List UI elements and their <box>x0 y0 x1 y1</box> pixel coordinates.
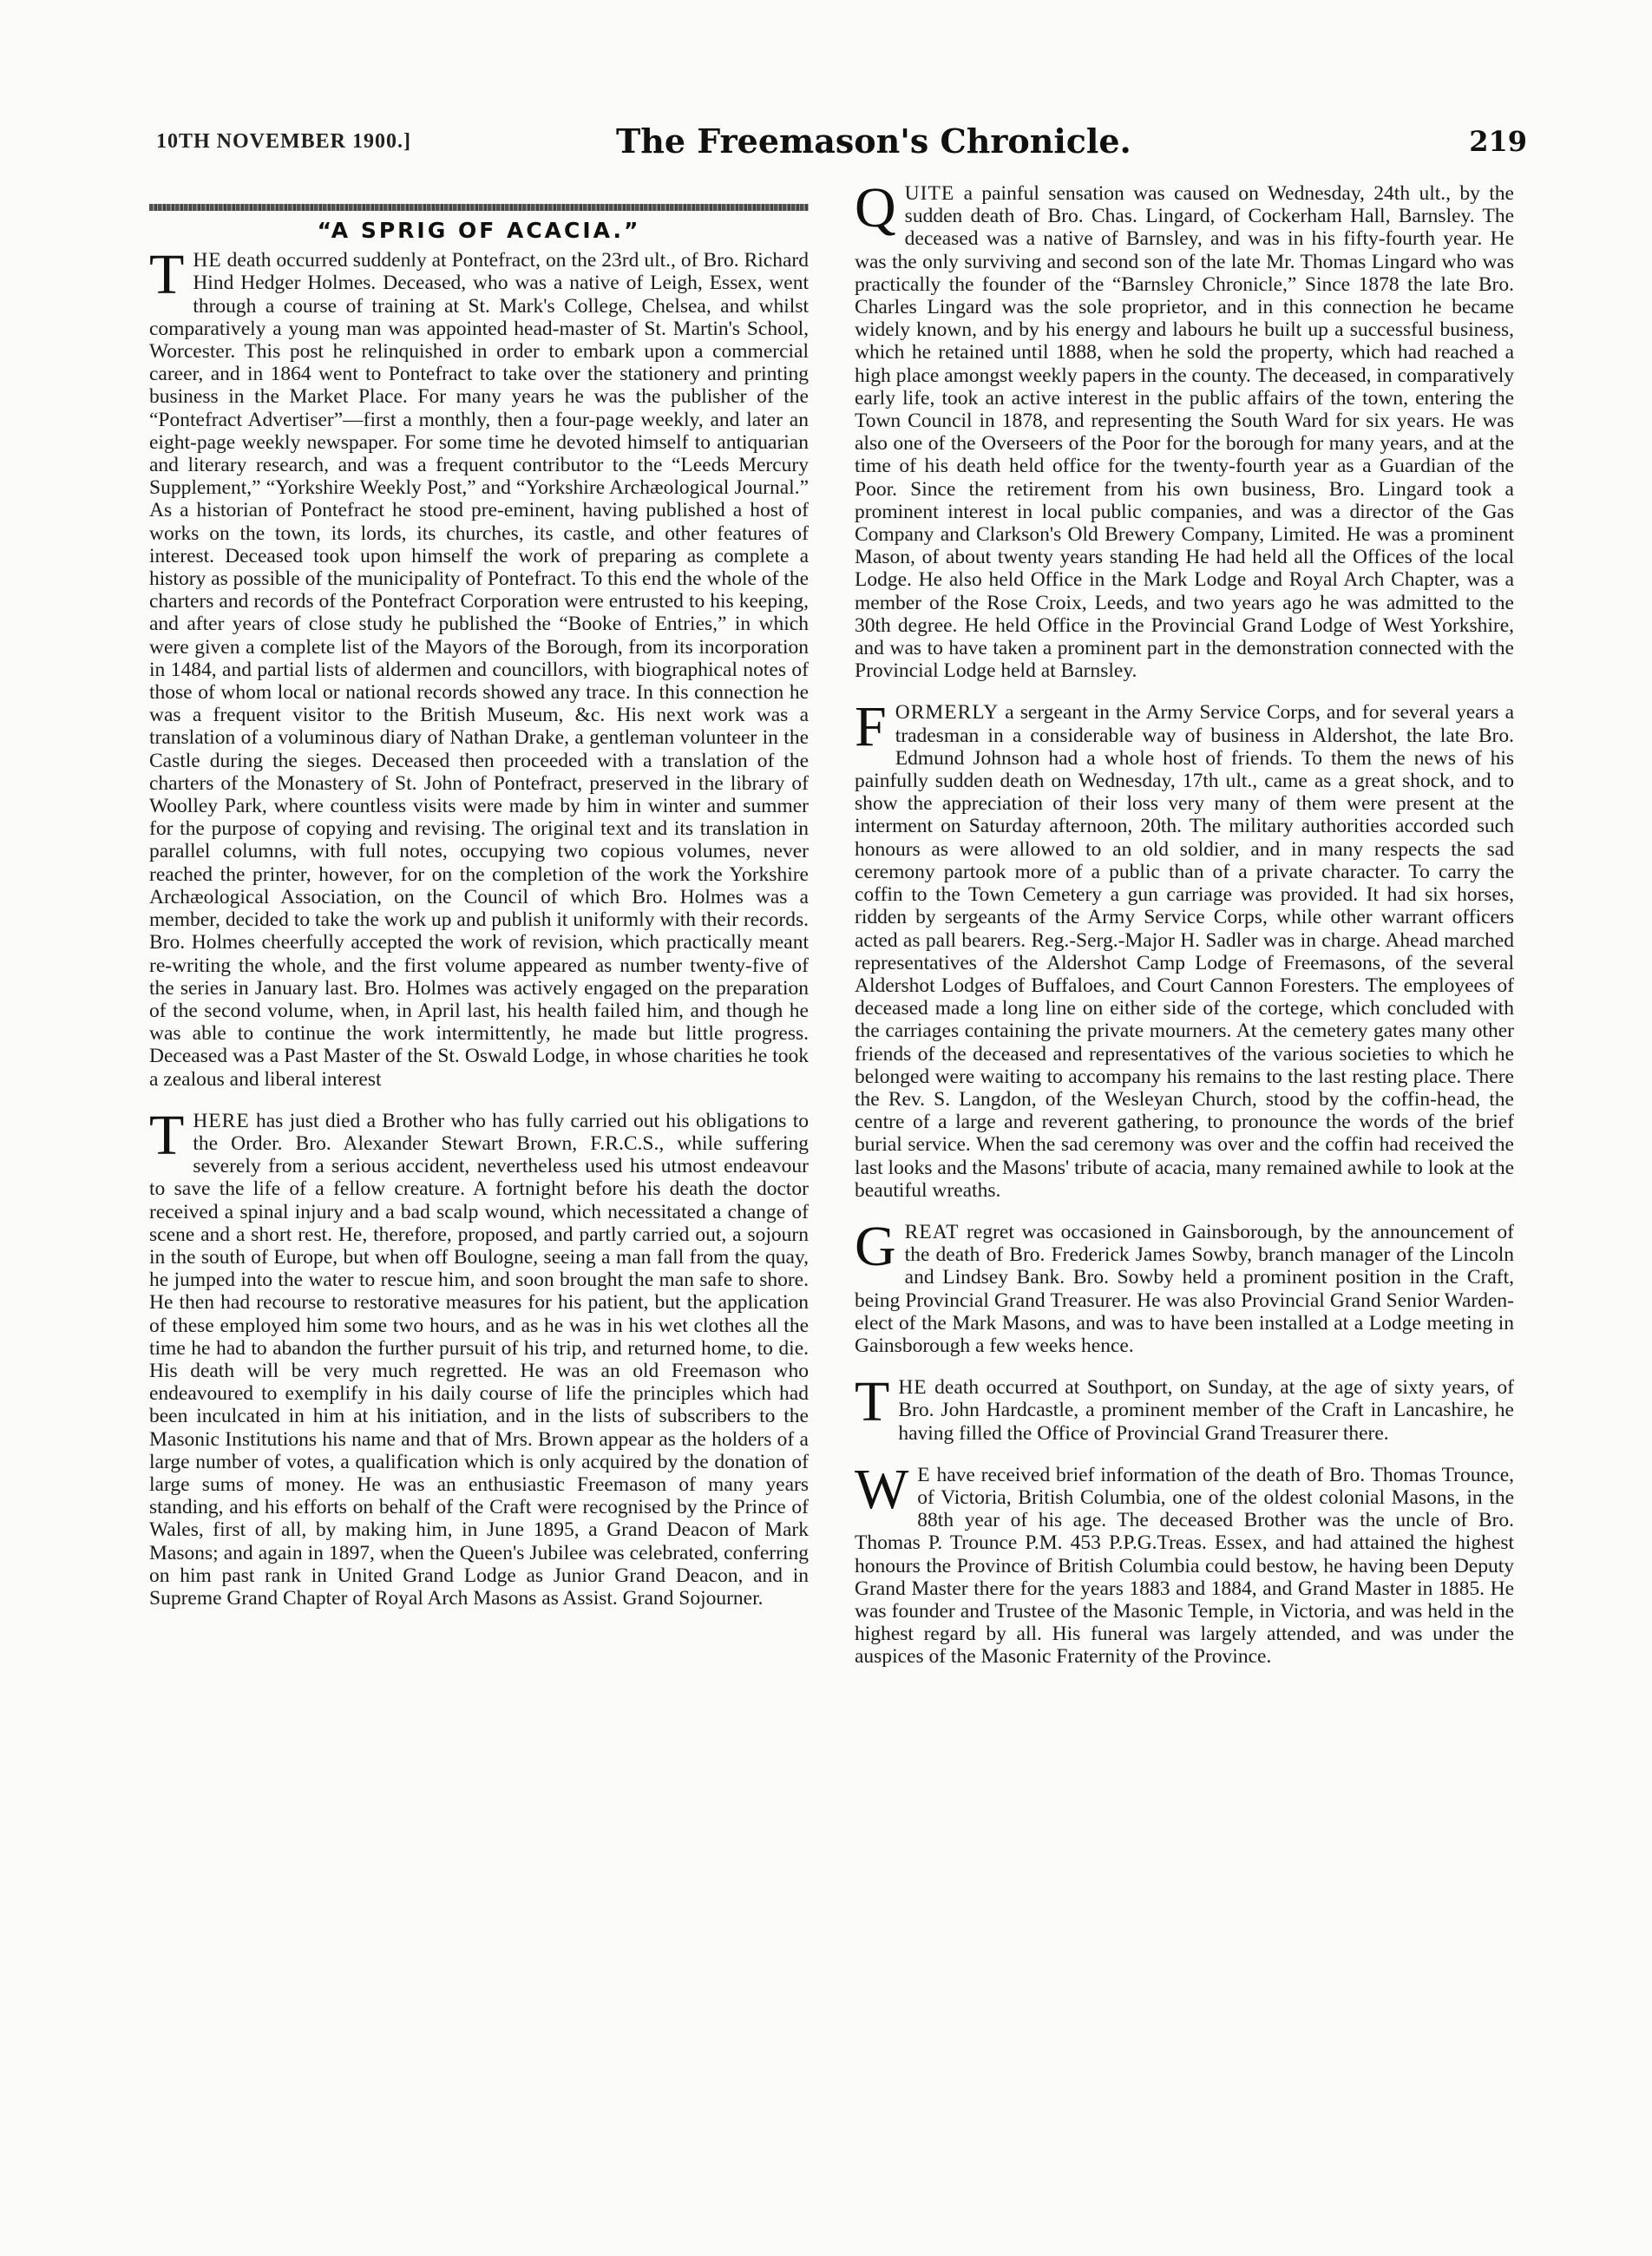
page-header <box>156 121 1527 161</box>
drop-cap: T <box>855 1370 890 1434</box>
page-number: 219 <box>1469 125 1527 158</box>
obituary-article <box>855 1370 1514 1445</box>
obituary-article <box>149 243 809 1091</box>
drop-cap: Q <box>855 176 896 239</box>
drop-cap: W <box>855 1457 909 1521</box>
left-column <box>149 195 809 1629</box>
drop-cap: G <box>855 1214 896 1278</box>
drop-cap: T <box>149 1103 185 1167</box>
article-body <box>855 1370 1514 1445</box>
article-body <box>855 1457 1514 1669</box>
obituary-article <box>855 695 1514 1202</box>
article-text: regret was occasioned in Gainsborough, by the announcement of the death of Bro. Frederick James Sowby, branch manager of the Lincoln and Lindsey Bank. Bro. Sowby held a prominent position in the Craft, being Provincial Grand Treasurer. He was also Provincial Grand Senior Warden-elect of the Mark Masons, and was to have been installed at a Lodge meeting in Gainsborough a few weeks hence. <box>855 1220 1514 1357</box>
issue-date: 10TH NOVEMBER 1900.] <box>156 130 412 153</box>
article-body <box>149 1103 809 1610</box>
publication-title: The Freemason's Chronicle. <box>616 121 1131 161</box>
obituary-article <box>149 1103 809 1610</box>
lead-caps: ORMERLY <box>895 701 1000 725</box>
article-text: death occurred at Southport, on Sunday, at the age of sixty years, of Bro. John Hardcastle, a prominent member of the Craft in Lancashire, he having filled the Office of Provincial Grand Treasurer there. <box>898 1376 1514 1445</box>
lead-caps: HE <box>193 249 222 272</box>
article-text: a sergeant in the Army Service Corps, and for several years a tradesman in a considerable way of business in Aldershot, the late Bro. Edmund Johnson had a whole host of friends. To them the news of his painfully sudden death on Wednesday, 17th ult., came as a great shock, and to show the appreciation of their loss very many of them were present at the interment on Saturday afternoon, 20th. The military authorities accorded such honours as were allowed to an old soldier, and in many respects the sad ceremony partook more of a public than of a private character. To carry the coffin to the Town Cemetery a gun carriage was provided. It had six horses, ridden by sergeants of the Army Service Corps, while other warrant officers acted as pall bearers. Reg.-Serg.-Major H. Sadler was in charge. Ahead marched representatives of the Aldershot Camp Lodge of Freemasons, of the several Aldershot Lodges of Buffaloes, and Court Cannon Foresters. The employees of deceased made a long line on either side of the cortege, which concluded with the carriages containing the private mourners. At the cemetery gates many other friends of the deceased and representatives of the various societies to which he belonged were waiting to accompany his remains to the last resting place. There the Rev. S. Langdon, of the Wesleyan Church, stood by the coffin-head, the centre of a large and reverent gathering, to pronounce the words of the brief burial service. When the sad ceremony was over and the coffin had received the last looks and the Masons' tribute of acacia, many remained awhile to look at the beautiful wreaths. <box>855 701 1514 1202</box>
article-body <box>855 695 1514 1202</box>
lead-caps: HERE <box>193 1109 250 1132</box>
right-column <box>855 176 1514 1688</box>
lead-caps: UITE <box>904 182 955 205</box>
section-heading: “A SPRIG OF ACACIA.” <box>317 218 641 243</box>
obituary-article <box>855 176 1514 683</box>
article-text: has just died a Brother who has fully carried out his obligations to the Order. Bro. Alexander Stewart Brown, F.R.C.S., while suffering severely from a serious accident, nevertheless used his utmost endeavour to save the life of a fellow creature. A fortnight before his death the doctor received a spinal injury and a bad scalp wound, which necessitated a change of scene and a short rest. He, therefore, proposed, and partly carried out, a sojourn in the south of Europe, but when off Boulogne, seeing a man fall from the quay, he jumped into the water to rescue him, and soon brought the man safe to shore. He then had recourse to restorative measures for his patient, but the application of these employed him some two hours, and as he was in his wet clothes all the time he had to abandon the further pursuit of his trip, and returned home, to die. His death will be very much regretted. He was an old Freemason who endeavoured to exemplify in his daily course of life the principles which had been inculcated in him at his initiation, and in the lists of subscribers to the Masonic Institutions his name and that of Mrs. Brown appear as the holders of a large number of votes, a qualification which is only acquired by the donation of large sums of money. He was an enthusiastic Freemason of many years standing, and his efforts on behalf of the Craft were recognised by the Prince of Wales, first of all, by making him, in June 1895, a Grand Deacon of Mark Masons; and again in 1897, when the Queen's Jubilee was celebrated, conferring on him past rank in United Grand Lodge as Junior Grand Deacon, and in Supreme Grand Chapter of Royal Arch Masons as Assist. Grand Sojourner. <box>149 1109 809 1610</box>
article-body <box>149 243 809 1091</box>
lead-caps: HE <box>898 1376 928 1400</box>
obituary-article <box>855 1457 1514 1669</box>
drop-cap: F <box>855 695 887 759</box>
lead-caps: REAT <box>904 1220 960 1243</box>
article-text: have received brief information of the death of Bro. Thomas Trounce, of Victoria, British Columbia, one of the oldest colonial Masons, in the 88th year of his age. The deceased Brother was the uncle of Bro. Thomas P. Trounce P.M. 453 P.P.G.Treas. Essex, and had attained the highest honours the Province of British Columbia could bestow, he having been Deputy Grand Master there for the years 1883 and 1884, and Grand Master in 1885. He was founder and Trustee of the Masonic Temple, in Victoria, and was held in the highest regard by all. His funeral was largely attended, and was under the auspices of the Masonic Fraternity of the Province. <box>855 1463 1514 1669</box>
article-text: death occurred suddenly at Pontefract, on the 23rd ult., of Bro. Richard Hind Hedger Holmes. Deceased, who was a native of Leigh, Essex, went through a course of training at St. Mark's College, Chelsea, and whilst comparatively a young man was appointed head-master of St. Martin's School, Worcester. This post he relinquished in order to embark upon a commercial career, and in 1864 went to Pontefract to take over the stationery and printing business in the Market Place. For many years he was the publisher of the “Pontefract Advertiser”—first a monthly, then a four-page weekly, and later an eight-page weekly newspaper. For some time he devoted himself to antiquarian and literary research, and was a frequent contributor to the “Leeds Mercury Supplement,” “Yorkshire Weekly Post,” and “Yorkshire Archæological Journal.” As a historian of Pontefract he stood pre-eminent, having published a host of works on the town, its lords, its churches, its castle, and other features of interest. Deceased took upon himself the work of preparing as complete a history as possible of the municipality of Pontefract. To this end the whole of the charters and records of the Pontefract Corporation were entrusted to his keeping, and after years of close study he published the “Booke of Entries,” in which were given a complete list of the Mayors of the Borough, from its incorporation in 1484, and partial lists of aldermen and councillors, with biographical notes of those of whom local or national records showed any trace. In this connection he was a frequent visitor to the British Museum, &c. His next work was a translation of a voluminous diary of Nathan Drake, a gentleman volunteer in the Castle during the sieges. Deceased then proceeded with a translation of the charters of the Monastery of St. John of Pontefract, preserved in the library of Woolley Park, where countless visits were made by him in winter and summer for the purpose of copying and revising. The original text and its translation in parallel columns, with full notes, occupying two copious volumes, never reached the printer, however, for on the completion of the work the Yorkshire Archæological Association, on the Council of which Bro. Holmes was a member, decided to take the work up and publish it uniformly with their records. Bro. Holmes cheerfully accepted the work of revision, which practically meant re-writing the whole, and the first volume appeared as number twenty-five of the series in January last. Bro. Holmes was actively engaged on the preparation of the second volume, when, in April last, his health failed him, and though he was able to continue the work intermittently, he made but little progress. Deceased was a Past Master of the St. Oswald Lodge, in whose charities he took a zealous and liberal interest <box>149 249 809 1091</box>
lead-caps: E <box>917 1463 931 1486</box>
article-body <box>855 176 1514 683</box>
article-text: a painful sensation was caused on Wednesday, 24th ult., by the sudden death of Bro. Chas. Lingard, of Cockerham Hall, Barnsley. The deceased was a native of Barnsley, and was in his fifty-fourth year. He was the only surviving and second son of the late Mr. Thomas Lingard who was practically the founder of the “Barnsley Chronicle,” Since 1878 the late Bro. Charles Lingard was the sole proprietor, and in this connection he became widely known, and by his energy and labours he built up a successful business, which he retained until 1888, when he sold the property, which had reached a high place amongst weekly papers in the county. The deceased, in comparatively early life, took an active interest in the public affairs of the town, entering the Town Council in 1878, and representing the South Ward for six years. He was also one of the Overseers of the Poor for the borough for many years, and at the time of his death held office for the twenty-fourth year as a Guardian of the Poor. Since the retirement from his own business, Bro. Lingard took a prominent interest in local public companies, and was a director of the Gas Company and Clarkson's Old Brewery Company, Limited. He was a prominent Mason, of about twenty years standing He had held all the Offices of the local Lodge. He also held Office in the Mark Lodge and Royal Arch Chapter, was a member of the Rose Croix, Leeds, and two years ago he was admitted to the 30th degree. He held Office in the Provincial Grand Lodge of West Yorkshire, and was to have taken a prominent part in the demonstration connected with the Provincial Lodge held at Barnsley. <box>855 182 1514 683</box>
article-body <box>855 1214 1514 1357</box>
section-rule <box>149 204 809 211</box>
obituary-article <box>855 1214 1514 1357</box>
drop-cap: T <box>149 243 185 307</box>
